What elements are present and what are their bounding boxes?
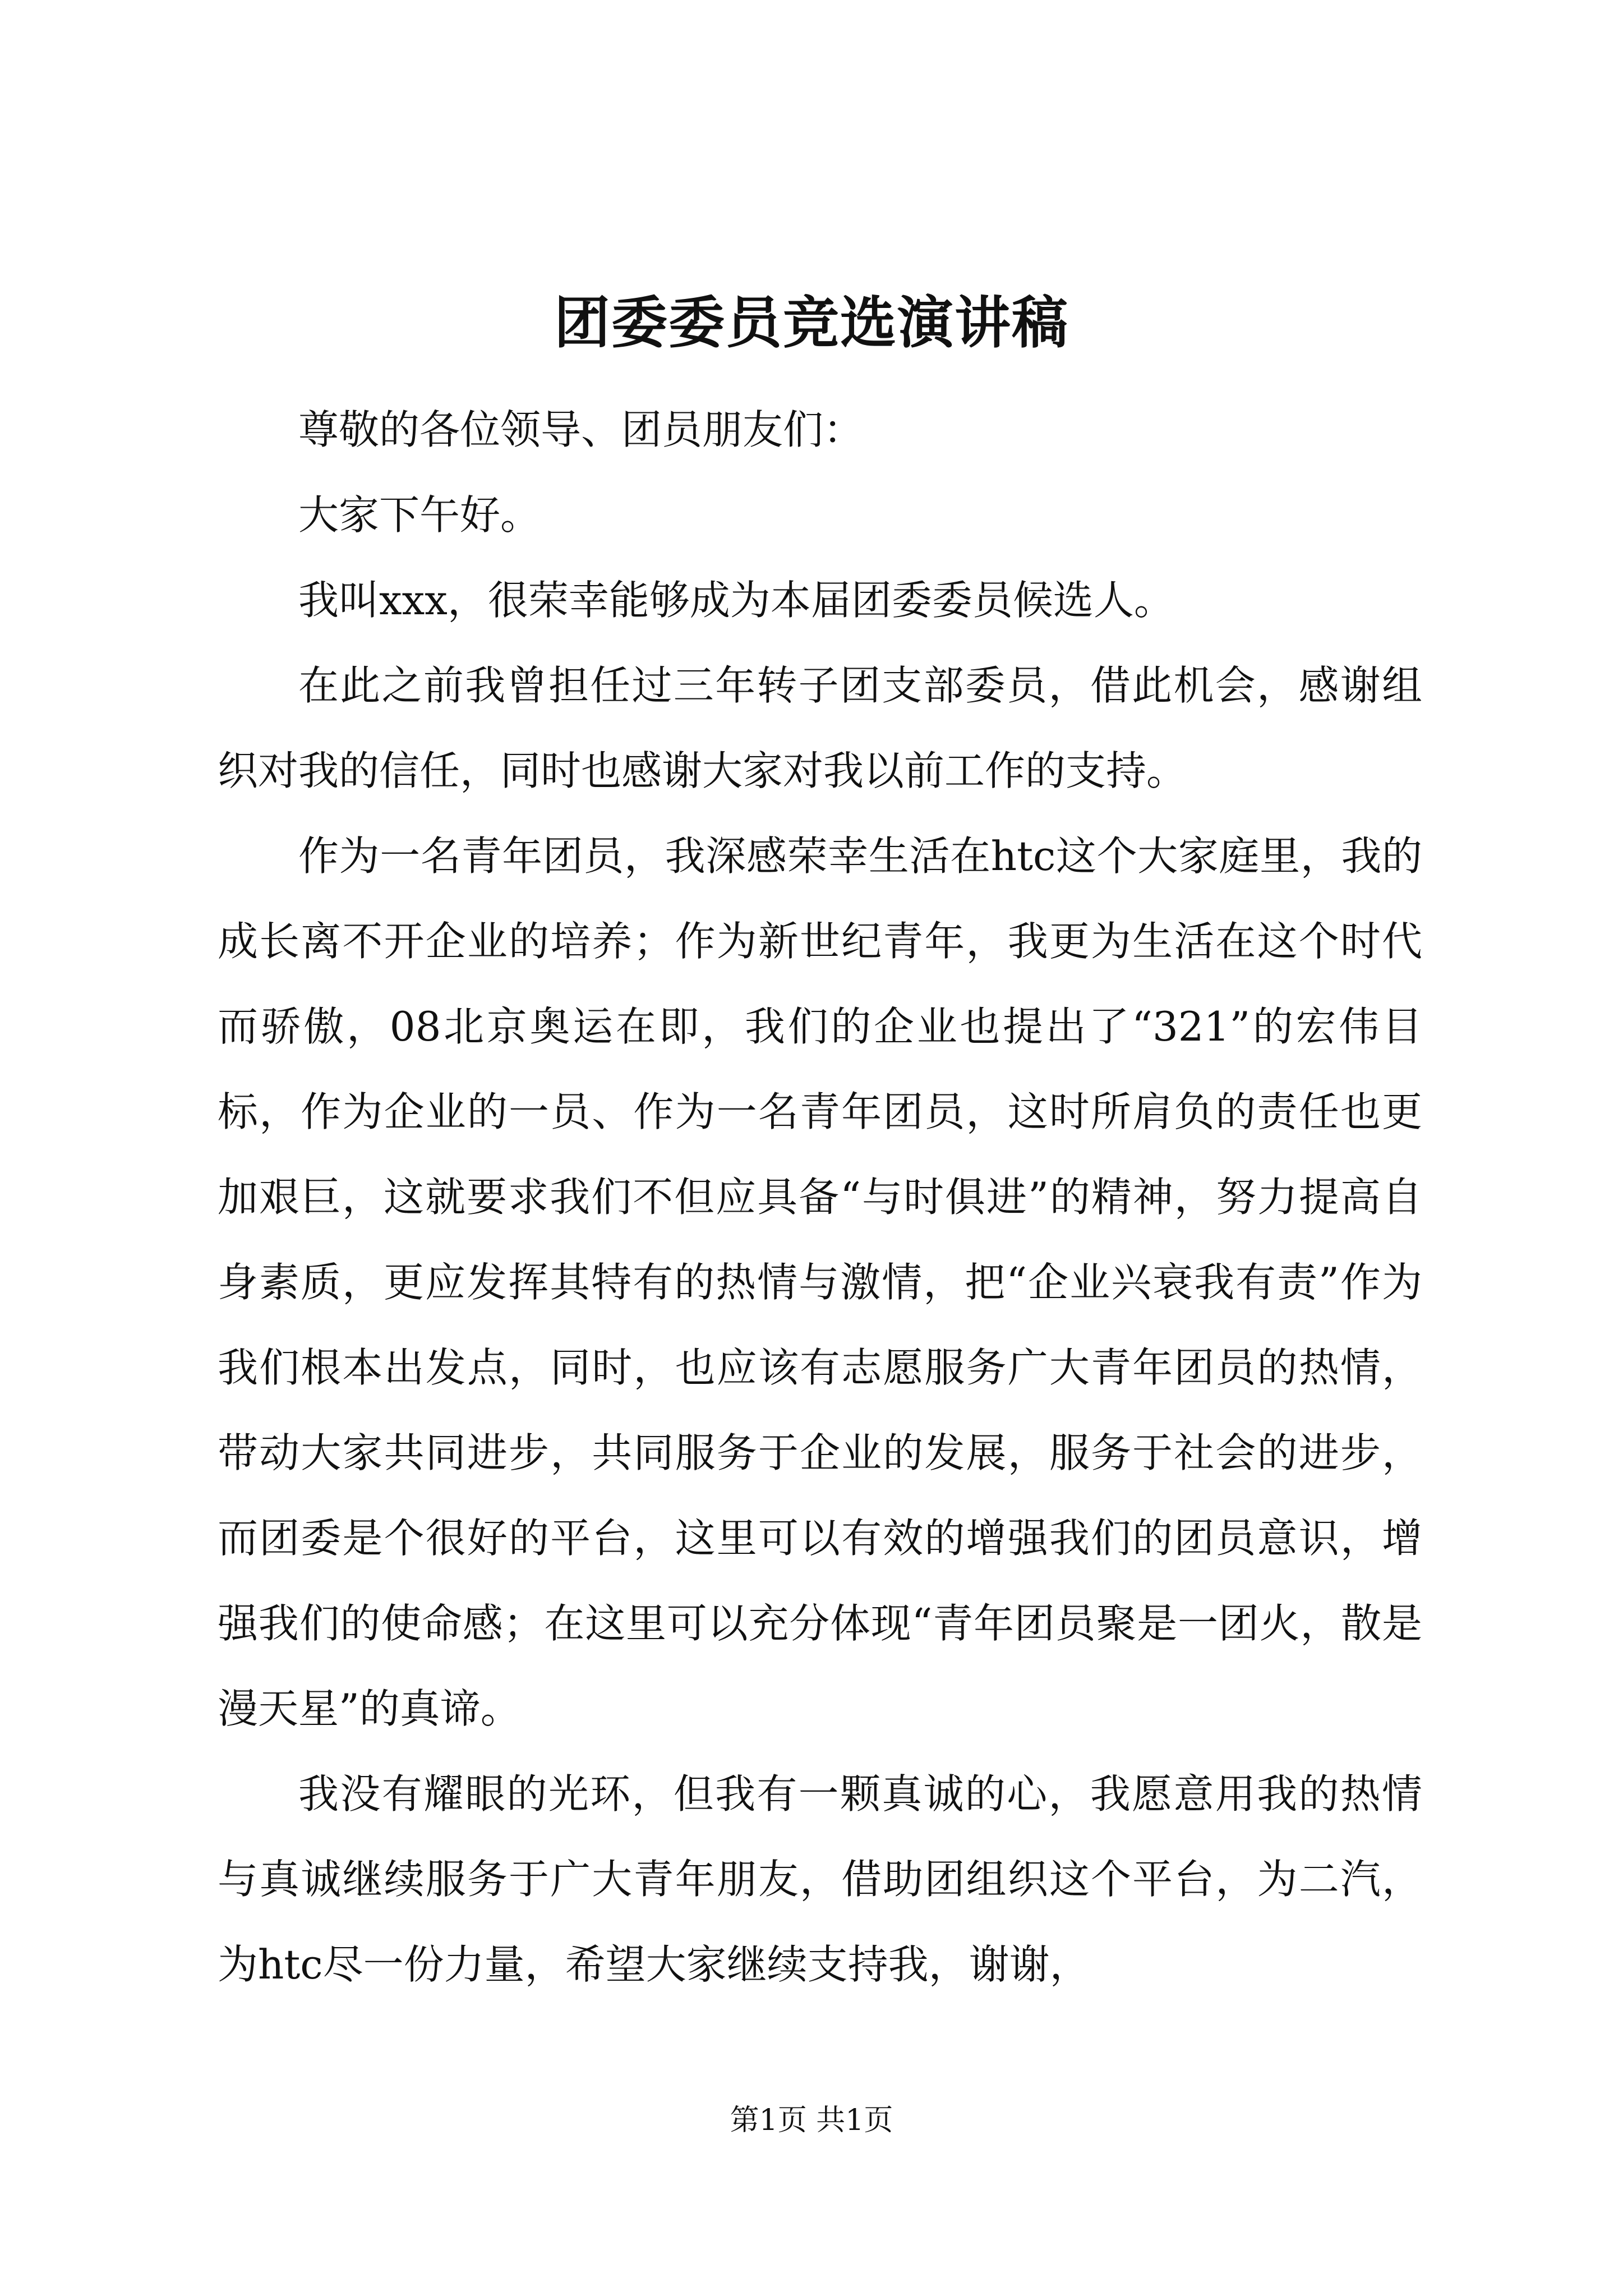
paragraph-greeting: 大家下午好。 xyxy=(298,491,541,539)
paragraph-experience: 在此之前我曾担任过三年转子团支部委员，借此机会，感谢组织对我的信任，同时也感谢大家对我以前工作的支持。 xyxy=(218,662,1422,794)
page-footer: 第1页 共1页 xyxy=(730,2104,893,2137)
document-body xyxy=(218,387,1422,2007)
paragraph-salutation: 尊敬的各位领导、团员朋友们： xyxy=(298,406,864,453)
document-title: 团委委员竞选演讲稿 xyxy=(554,289,1069,356)
paragraph-main-speech: 作为一名青年团员，我深感荣幸生活在htc这个大家庭里，我的成长离不开企业的培养；作为新世纪青年，我更为生活在这个时代而骄傲，08北京奥运在即，我们的企业也提出了“321”的宏伟目标，作为企业的一员、作为一名青年团员，这时所肩负的责任也更加艰巨，这就要求我们不但应具备“与时俱进”的精神，努力提高自身素质，更应发挥其特有的热情与激情，把“企业兴衰我有责”作为我们根本出发点，同时，也应该有志愿服务广大青年团员的热情，带动大家共同进步，共同服务于企业的发展，服务于社会的进步，而团委是个很好的平台，这里可以有效的增强我们的团员意识，增强我们的使命感；在这里可以充分体现“青年团员聚是一团火，散是漫天星”的真谛。 xyxy=(218,832,1422,1732)
paragraph-closing: 我没有耀眼的光环，但我有一颗真诚的心，我愿意用我的热情与真诚继续服务于广大青年朋友，借助团组织这个平台，为二汽，为htc尽一份力量，希望大家继续支持我，谢谢， xyxy=(218,1770,1422,1988)
paragraph-introduction: 我叫xxx，很荣幸能够成为本届团委委员候选人。 xyxy=(298,577,1174,624)
